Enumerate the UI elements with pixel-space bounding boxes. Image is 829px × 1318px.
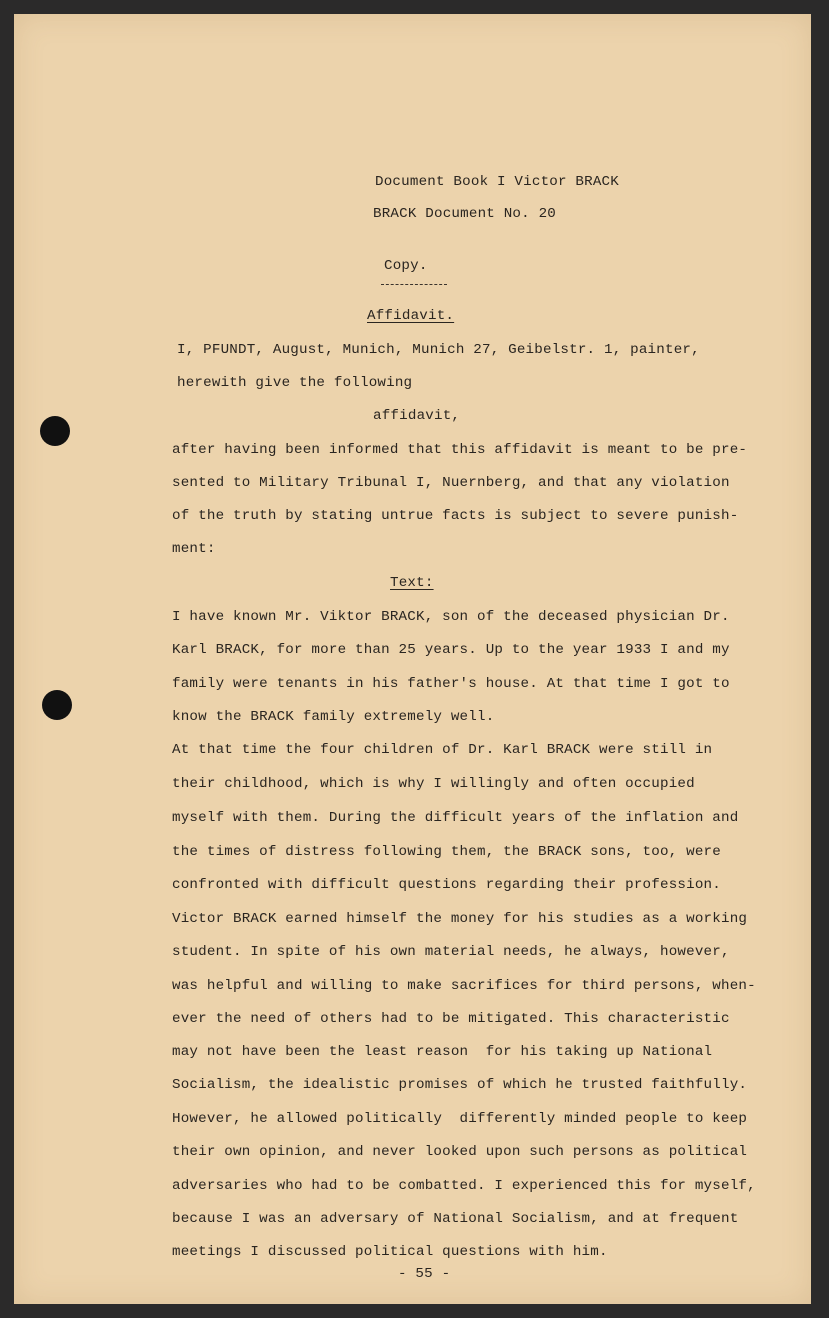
body-line: family were tenants in his father's house. At that time I got to <box>172 676 730 692</box>
intro-line: I, PFUNDT, August, Munich, Munich 27, Geibelstr. 1, painter, <box>177 342 700 358</box>
body-line: I have known Mr. Viktor BRACK, son of the deceased physician Dr. <box>172 609 730 625</box>
body-line: adversaries who had to be combatted. I experienced this for myself, <box>172 1178 756 1194</box>
body-line: At that time the four children of Dr. Karl BRACK were still in <box>172 742 713 758</box>
affidavit-subtitle: affidavit, <box>373 408 461 424</box>
body-line: Karl BRACK, for more than 25 years. Up to the year 1933 I and my <box>172 642 730 658</box>
body-line: student. In spite of his own material needs, he always, however, <box>172 944 730 960</box>
body-line: their childhood, which is why I willingly and often occupied <box>172 776 695 792</box>
body-line: Socialism, the idealistic promises of which he trusted faithfully. <box>172 1077 748 1093</box>
header-book: Document Book I Victor BRACK <box>375 174 619 190</box>
body-line: However, he allowed politically differently minded people to keep <box>172 1111 748 1127</box>
body-line: Victor BRACK earned himself the money for his studies as a working <box>172 911 748 927</box>
page-number: - 55 - <box>398 1266 451 1282</box>
punch-hole-bottom <box>42 690 72 720</box>
header-doc-number: BRACK Document No. 20 <box>373 206 556 222</box>
body-line: the times of distress following them, the BRACK sons, too, were <box>172 844 721 860</box>
body-line: confronted with difficult questions regarding their profession. <box>172 877 721 893</box>
body-line: may not have been the least reason for his taking up National <box>172 1044 713 1060</box>
preamble-line: sented to Military Tribunal I, Nuernberg, and that any violation <box>172 475 730 491</box>
body-line: because I was an adversary of National Socialism, and at frequent <box>172 1211 739 1227</box>
preamble-line: of the truth by stating untrue facts is subject to severe punish- <box>172 508 739 524</box>
body-line: know the BRACK family extremely well. <box>172 709 495 725</box>
affidavit-title: Affidavit. <box>367 308 455 324</box>
body-line: meetings I discussed political questions with him. <box>172 1244 608 1260</box>
body-line: ever the need of others had to be mitigated. This characteristic <box>172 1011 730 1027</box>
body-line: was helpful and willing to make sacrifices for third persons, when- <box>172 978 756 994</box>
body-line: myself with them. During the difficult years of the inflation and <box>172 810 739 826</box>
copy-label: Copy. <box>384 258 428 274</box>
preamble-line: ment: <box>172 541 216 557</box>
copy-underline <box>381 284 447 285</box>
intro-line: herewith give the following <box>177 375 413 391</box>
punch-hole-top <box>40 416 70 446</box>
body-line: their own opinion, and never looked upon such persons as political <box>172 1144 748 1160</box>
preamble-line: after having been informed that this affidavit is meant to be pre- <box>172 442 748 458</box>
text-label: Text: <box>390 575 434 591</box>
